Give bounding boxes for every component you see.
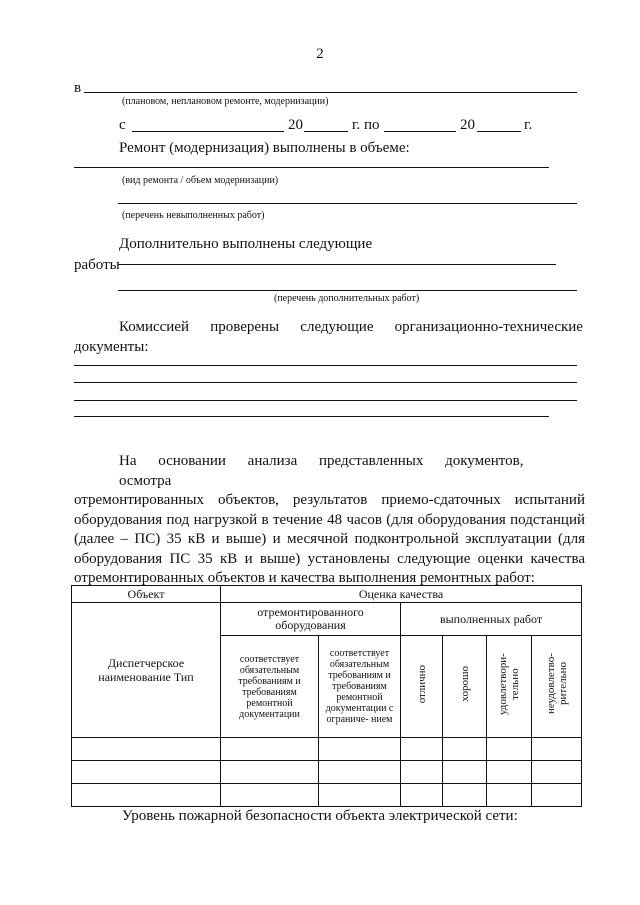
additional-works-label: работы [74, 257, 120, 273]
documents-label: документы: [74, 339, 149, 355]
table-cell[interactable] [221, 761, 319, 784]
table-cell[interactable] [221, 738, 319, 761]
table-cell[interactable] [532, 761, 582, 784]
header-object: Объект [72, 586, 221, 603]
excellent-text: отлично [415, 664, 428, 704]
table-cell[interactable] [401, 761, 443, 784]
table-row [72, 784, 582, 807]
repair-scope-line[interactable] [74, 167, 549, 168]
table-cell[interactable] [532, 784, 582, 807]
table-cell[interactable] [221, 784, 319, 807]
header-eq-limited [319, 636, 401, 738]
label-year2: 20 [460, 117, 475, 133]
date-from-field[interactable] [132, 131, 284, 132]
commission-word-4: организационно-технические [394, 319, 583, 335]
table-row [72, 761, 582, 784]
object-name-text: Диспетчерское наименование Тип [98, 656, 194, 684]
date-to-field[interactable] [384, 131, 456, 132]
additional-works-line-1[interactable] [118, 264, 556, 265]
label-from: с [119, 117, 126, 133]
table-cell[interactable] [72, 761, 221, 784]
table-cell[interactable] [487, 784, 532, 807]
additional-works-line-2[interactable] [118, 290, 577, 291]
year-to-field[interactable] [477, 131, 521, 132]
commission-word-1: Комиссией [119, 319, 190, 335]
repair-kind-line[interactable] [84, 92, 577, 93]
header-satisfactory [487, 636, 532, 738]
documents-line-1[interactable] [74, 365, 577, 366]
analysis-text-1: На основании анализа представленных документов, осмотра [119, 453, 524, 489]
table-cell[interactable] [443, 738, 487, 761]
table-cell[interactable] [319, 738, 401, 761]
table-cell[interactable] [487, 738, 532, 761]
label-year1: 20 [288, 117, 303, 133]
table-cell[interactable] [72, 784, 221, 807]
label-year-end: г. [524, 117, 533, 133]
table-cell[interactable] [319, 761, 401, 784]
analysis-line-3: оборудования под нагрузкой в течение 48 часов (для оборудования подстанций [74, 511, 585, 528]
header-quality: Оценка качества [221, 586, 582, 603]
table-cell[interactable] [319, 784, 401, 807]
table-cell[interactable] [487, 761, 532, 784]
header-equipment [221, 603, 401, 636]
quality-table [71, 585, 582, 807]
documents-line-4[interactable] [74, 416, 549, 417]
repair-heading: Ремонт (модернизация) выполнены в объеме: [119, 140, 410, 156]
hint-additional: (перечень дополнительных работ) [274, 293, 420, 304]
label-year-to: г. по [352, 117, 380, 133]
analysis-line-2: отремонтированных объектов, результатов приемо-сдаточных испытаний [74, 492, 585, 508]
unsatisfactory-text: неудовлетво- рительно [544, 653, 569, 715]
header-excellent [401, 636, 443, 738]
label-v: в [74, 80, 82, 96]
header-good [443, 636, 487, 738]
commission-line [119, 319, 583, 336]
good-text: хорошо [458, 666, 471, 702]
documents-line-2[interactable] [74, 382, 577, 383]
analysis-line-1 [74, 452, 585, 491]
analysis-line-4: (далее – ПС) 35 кВ и выше) и месячной подконтрольной эксплуатации (для [74, 531, 585, 547]
page-number: 2 [316, 46, 324, 62]
header-works: выполненных работ [401, 603, 582, 636]
hint-not-done: (перечень невыполненных работ) [122, 210, 265, 221]
table-cell[interactable] [443, 784, 487, 807]
fire-safety-heading: Уровень пожарной безопасности объекта электрической сети: [122, 808, 518, 824]
hint-repair-kind: (плановом, неплановом ремонте, модернизации) [122, 96, 329, 107]
commission-word-3: следующие [300, 319, 374, 335]
table-cell[interactable] [401, 784, 443, 807]
hint-repair-type: (вид ремонта / объем модернизации) [122, 175, 279, 186]
header-eq-limited-text: соответствует обязательным требованиям и требованиям ремонтной документации с ограниче- нием [325, 648, 394, 725]
additional-heading: Дополнительно выполнены следующие [119, 236, 373, 252]
table-cell[interactable] [532, 738, 582, 761]
commission-word-2: проверены [210, 319, 280, 335]
year-from-field[interactable] [304, 131, 348, 132]
table-cell[interactable] [72, 738, 221, 761]
not-done-line[interactable] [118, 203, 577, 204]
table-cell[interactable] [401, 738, 443, 761]
analysis-line-6: отремонтированных объектов и качества выполнения ремонтных работ: [74, 570, 535, 586]
header-unsatisfactory [532, 636, 582, 738]
analysis-paragraph [74, 452, 585, 589]
header-equipment-text: отремонтированного оборудования [257, 605, 364, 632]
header-eq-full [221, 636, 319, 738]
analysis-line-5: оборудования ПС 35 кВ и выше) установлены следующие оценки качества [74, 550, 585, 567]
satisfactory-text: удовлетвори- тельно [497, 653, 521, 715]
documents-line-3[interactable] [74, 400, 577, 401]
header-eq-full-text: соответствует обязательным требованиям и требованиям ремонтной документации [238, 653, 301, 720]
table-cell[interactable] [443, 761, 487, 784]
table-row [72, 738, 582, 761]
cell-object-name [72, 603, 221, 738]
